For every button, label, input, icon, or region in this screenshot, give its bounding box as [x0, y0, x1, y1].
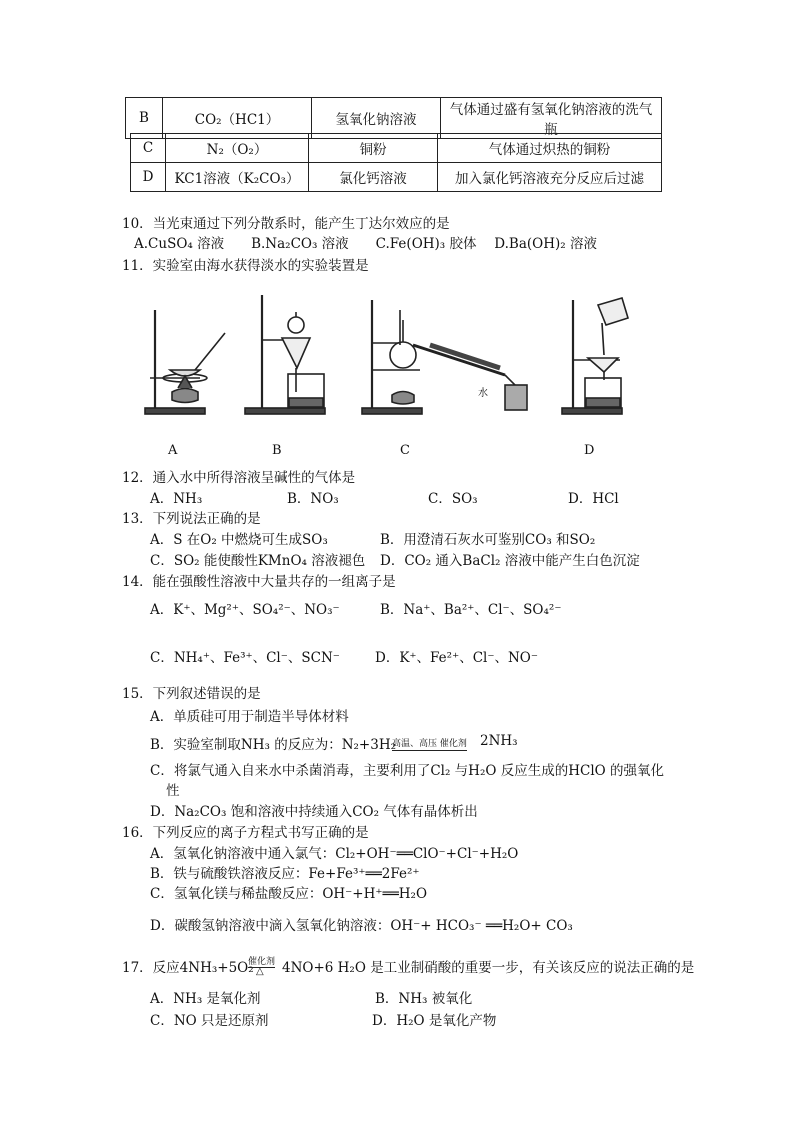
row-label: C [131, 134, 166, 163]
question-17-stem: 17．反应4NH₃+5O₂ [122, 960, 254, 976]
apparatus-label-c: C [400, 443, 410, 458]
question-11-stem: 11．实验室由海水获得淡水的实验装置是 [122, 258, 369, 274]
option-c: C．SO₃ [428, 491, 478, 507]
evaporation-apparatus-icon [145, 310, 225, 414]
method-cell: 气体通过炽热的铜粉 [438, 134, 662, 163]
question-15-stem: 15．下列叙述错误的是 [122, 686, 261, 702]
water-label: 水 [478, 388, 488, 399]
option-d: D．Na₂CO₃ 饱和溶液中持续通入CO₂ 气体有晶体析出 [150, 804, 478, 820]
mixture-cell: KC1溶液（K₂CO₃） [166, 163, 309, 192]
apparatus-label-d: D [584, 443, 595, 458]
method-cell: 加入氯化钙溶液充分反应后过滤 [438, 163, 662, 192]
reagent-cell: 氯化钙溶液 [309, 163, 438, 192]
option-a: A．K⁺、Mg²⁺、SO₄²⁻、NO₃⁻ [150, 602, 340, 618]
option-c: C．NH₄⁺、Fe³⁺、Cl⁻、SCN⁻ [150, 650, 340, 666]
option-b: B．NO₃ [287, 491, 339, 507]
option-d: D．H₂O 是氧化产物 [372, 1013, 497, 1029]
filtration-apparatus-icon [245, 295, 325, 414]
option-d: D．碳酸氢钠溶液中滴入氢氧化钠溶液：OH⁻+ HCO₃⁻ ══H₂O+ CO₃ [150, 918, 573, 934]
reaction-product: 2NH₃ [480, 733, 518, 749]
option-d: D．HCl [568, 491, 619, 507]
option-a: A．S 在O₂ 中燃烧可生成SO₃ [150, 532, 328, 548]
question-14-stem: 14．能在强酸性溶液中大量共存的一组离子是 [122, 574, 396, 590]
option-a: A．NH₃ [150, 491, 203, 507]
option-b: B．铁与硫酸铁溶液反应：Fe+Fe³⁺══2Fe²⁺ [150, 866, 420, 882]
row-label: B [126, 98, 163, 139]
option-b: B．Na⁺、Ba²⁺、Cl⁻、SO₄²⁻ [380, 602, 562, 618]
option-c: C．NO 只是还原剂 [150, 1013, 269, 1029]
reaction-catalyst: 催化剂 [248, 954, 275, 968]
beaker-pouring-apparatus-icon [562, 298, 628, 414]
option-b: B．用澄清石灰水可鉴别CO₃ 和SO₂ [380, 532, 596, 548]
option-b: B．NH₃ 被氧化 [375, 991, 473, 1007]
option-b: B．实验室制取NH₃ 的反应为：N₂+3H₂ [150, 737, 397, 753]
apparatus-label-a: A [168, 443, 178, 458]
row-label: D [131, 163, 166, 192]
option-a: A．NH₃ 是氧化剂 [150, 991, 261, 1007]
option-c: C．SO₂ 能使酸性KMnO₄ 溶液褪色 [150, 553, 366, 569]
option-c: C．将氯气通入自来水中杀菌消毒，主要利用了Cl₂ 与H₂O 反应生成的HClO 的强氧化 [150, 763, 665, 779]
question-17-stem-cont: 4NO+6 H₂O 是工业制硝酸的重要一步，有关该反应的说法正确的是 [282, 960, 695, 976]
option-c: C．氢氧化镁与稀盐酸反应：OH⁻+H⁺══H₂O [150, 886, 428, 902]
option-c-cont: 性 [166, 783, 180, 799]
distillation-apparatus-icon [362, 300, 527, 414]
apparatus-label-b: B [272, 443, 282, 458]
reaction-condition: 高温、高压 催化剂 [392, 736, 467, 751]
mixture-cell: CO₂（HC1） [163, 98, 312, 139]
option-a: A．氢氧化钠溶液中通入氯气：Cl₂+OH⁻══ClO⁻+Cl⁻+H₂O [150, 846, 519, 862]
method-cell: 气体通过盛有氢氧化钠溶液的洗气瓶 [441, 98, 662, 139]
question-13-stem: 13．下列说法正确的是 [122, 511, 261, 527]
option-d: D．K⁺、Fe²⁺、Cl⁻、NO⁻ [375, 650, 538, 666]
question-10-stem: 10．当光束通过下列分散系时，能产生丁达尔效应的是 [122, 216, 450, 232]
mixture-cell: N₂（O₂） [166, 134, 309, 163]
reaction-heat: △ [256, 966, 264, 977]
question-16-stem: 16．下列反应的离子方程式书写正确的是 [122, 825, 369, 841]
option-d: D．CO₂ 通入BaCl₂ 溶液中能产生白色沉淀 [380, 553, 640, 569]
reagent-cell: 氢氧化钠溶液 [312, 98, 441, 139]
question-12-stem: 12．通入水中所得溶液呈碱性的气体是 [122, 470, 356, 486]
option-a: A．单质硅可用于制造半导体材料 [150, 709, 349, 725]
question-10-options: A.CuSO₄ 溶液 B.Na₂CO₃ 溶液 C.Fe(OH)₃ 胶体 D.Ba(OH)₂ 溶液 [134, 236, 597, 252]
reagent-cell: 铜粉 [309, 134, 438, 163]
